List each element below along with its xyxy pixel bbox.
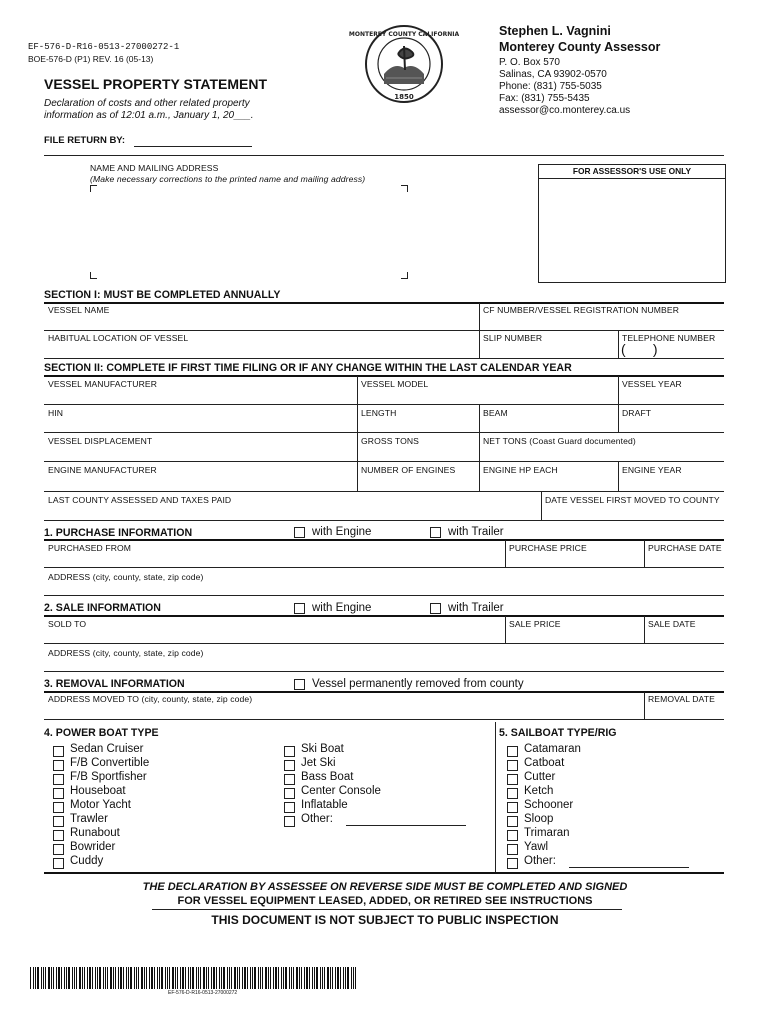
sailboat-other-line[interactable] bbox=[569, 867, 689, 868]
slip-number-label: SLIP NUMBER bbox=[483, 333, 543, 343]
page-title: VESSEL PROPERTY STATEMENT bbox=[44, 76, 268, 92]
date-moved-field[interactable] bbox=[544, 506, 722, 519]
assessor-city: Salinas, CA 93902-0570 bbox=[499, 69, 607, 80]
sale-title: 2. SALE INFORMATION bbox=[44, 602, 161, 614]
power-boat-col1-label-4: Motor Yacht bbox=[70, 799, 131, 811]
draft-field[interactable] bbox=[621, 418, 722, 431]
sailboat-label-4: Schooner bbox=[524, 799, 574, 811]
boat-type-divider bbox=[495, 722, 496, 872]
moved-to-address-label: ADDRESS MOVED TO (city, county, state, zip code) bbox=[48, 694, 253, 704]
sailboat-label-1: Catboat bbox=[524, 757, 565, 769]
sailboat-title: 5. SAILBOAT TYPE/RIG bbox=[499, 727, 617, 739]
power-boat-title: 4. POWER BOAT TYPE bbox=[44, 727, 159, 739]
slip-number-field[interactable] bbox=[482, 344, 616, 357]
power-boat-col2-other-line[interactable] bbox=[346, 825, 466, 826]
sale-address-label: ADDRESS (city, county, state, zip code) bbox=[48, 648, 204, 658]
number-engines-field[interactable] bbox=[360, 476, 477, 490]
cf-number-field[interactable] bbox=[482, 316, 722, 329]
habitual-location-field[interactable] bbox=[46, 344, 476, 357]
power-boat-col2-label-4: Inflatable bbox=[301, 799, 348, 811]
displacement-label: VESSEL DISPLACEMENT bbox=[48, 436, 153, 446]
power-boat-col1-checkbox-1[interactable] bbox=[53, 760, 64, 771]
power-boat-col2-checkbox-0[interactable] bbox=[284, 746, 295, 757]
power-boat-col2-checkbox-4[interactable] bbox=[284, 802, 295, 813]
engine-manufacturer-label: ENGINE MANUFACTURER bbox=[48, 465, 157, 475]
purchase-price-label: PURCHASE PRICE bbox=[509, 543, 587, 553]
length-label: LENGTH bbox=[361, 408, 397, 418]
assessor-use-label: FOR ASSESSOR'S USE ONLY bbox=[539, 165, 725, 179]
hin-field[interactable] bbox=[46, 418, 354, 431]
purchase-date-field[interactable] bbox=[647, 554, 722, 566]
gross-tons-label: GROSS TONS bbox=[361, 436, 419, 446]
form-code: EF-576-D-R16-0513-27000272-1 bbox=[28, 42, 180, 52]
purchase-price-field[interactable] bbox=[508, 554, 642, 566]
subtitle-line2: information as of 12:01 a.m., January 1, 20___. bbox=[44, 110, 254, 121]
corner-mark-tr bbox=[401, 185, 408, 192]
power-boat-col1-label-2: F/B Sportfisher bbox=[70, 771, 147, 783]
beam-field[interactable] bbox=[482, 418, 616, 431]
header-divider bbox=[44, 155, 724, 156]
assessor-use-box bbox=[538, 164, 726, 283]
sailboat-label-8: Other: bbox=[524, 855, 556, 867]
power-boat-col1-label-0: Sedan Cruiser bbox=[70, 743, 144, 755]
vessel-model-label: VESSEL MODEL bbox=[361, 379, 429, 389]
sailboat-label-0: Catamaran bbox=[524, 743, 581, 755]
vessel-year-label: VESSEL YEAR bbox=[622, 379, 682, 389]
sailboat-label-3: Ketch bbox=[524, 785, 554, 797]
seal-year: 1850 bbox=[394, 93, 414, 101]
power-boat-col2-label-5: Other: bbox=[301, 813, 333, 825]
sailboat-checkbox-4[interactable] bbox=[507, 802, 518, 813]
sale-price-field[interactable] bbox=[508, 630, 642, 642]
purchase-address-field[interactable] bbox=[46, 582, 722, 594]
moved-to-address-field[interactable] bbox=[46, 705, 642, 718]
declaration-notice: THE DECLARATION BY ASSESSEE ON REVERSE SIDE MUST BE COMPLETED AND SIGNED bbox=[142, 881, 628, 893]
subtitle-line1: Declaration of costs and other related property bbox=[44, 98, 250, 109]
power-boat-col1-checkbox-7[interactable] bbox=[53, 844, 64, 855]
form-revision: BOE-576-D (P1) REV. 16 (05-13) bbox=[28, 54, 154, 64]
corner-mark-bl bbox=[90, 272, 97, 279]
sailboat-label-6: Trimaran bbox=[524, 827, 570, 839]
power-boat-col1-checkbox-8[interactable] bbox=[53, 858, 64, 869]
removed-from-county-label: Vessel permanently removed from county bbox=[312, 678, 524, 690]
sale-with-engine-label: with Engine bbox=[312, 602, 372, 614]
last-county-label: LAST COUNTY ASSESSED AND TAXES PAID bbox=[48, 495, 232, 505]
purchase-address-label: ADDRESS (city, county, state, zip code) bbox=[48, 572, 204, 582]
power-boat-col1-label-7: Bowrider bbox=[70, 841, 116, 853]
purchase-with-engine-label: with Engine bbox=[312, 526, 372, 538]
power-boat-col2-label-3: Center Console bbox=[301, 785, 381, 797]
instructions-notice: FOR VESSEL EQUIPMENT LEASED, ADDED, OR RETIRED SEE INSTRUCTIONS bbox=[177, 895, 593, 907]
vessel-year-field[interactable] bbox=[621, 390, 722, 403]
sailboat-label-2: Cutter bbox=[524, 771, 556, 783]
sailboat-label-7: Yawl bbox=[524, 841, 549, 853]
telephone-label: TELEPHONE NUMBER bbox=[622, 333, 716, 343]
power-boat-col1-label-6: Runabout bbox=[70, 827, 120, 839]
mailing-address-area[interactable] bbox=[90, 192, 408, 272]
section2-rule bbox=[44, 375, 724, 377]
sailboat-checkbox-6[interactable] bbox=[507, 830, 518, 841]
power-boat-col1-label-5: Trawler bbox=[70, 813, 108, 825]
sale-address-field[interactable] bbox=[46, 658, 722, 670]
removed-from-county-checkbox[interactable] bbox=[294, 679, 305, 690]
power-boat-col1-label-8: Cuddy bbox=[70, 855, 104, 867]
sailboat-label-5: Sloop bbox=[524, 813, 554, 825]
file-return-by-label: FILE RETURN BY: bbox=[44, 135, 126, 146]
vessel-manufacturer-field[interactable] bbox=[46, 390, 354, 403]
assessor-pobox: P. O. Box 570 bbox=[499, 57, 560, 68]
hin-label: HIN bbox=[48, 408, 64, 418]
seal-text-top: MONTEREY COUNTY CALIFORNIA bbox=[348, 31, 460, 38]
assessor-email: assessor@co.monterey.ca.us bbox=[499, 105, 631, 116]
date-moved-label: DATE VESSEL FIRST MOVED TO COUNTY bbox=[545, 495, 720, 505]
assessor-office: Monterey County Assessor bbox=[499, 40, 661, 54]
section2-title: SECTION II: COMPLETE IF FIRST TIME FILING OR IF ANY CHANGE WITHIN THE LAST CALENDAR YEAR bbox=[44, 362, 572, 374]
engine-hp-label: ENGINE HP EACH bbox=[483, 465, 558, 475]
power-boat-col1-checkbox-2[interactable] bbox=[53, 774, 64, 785]
length-field[interactable] bbox=[360, 418, 477, 431]
sold-to-label: SOLD TO bbox=[48, 619, 87, 629]
net-tons-label: NET TONS (Coast Guard documented) bbox=[483, 436, 636, 446]
engine-hp-field[interactable] bbox=[482, 476, 616, 490]
sailboat-checkbox-3[interactable] bbox=[507, 788, 518, 799]
sailboat-checkbox-5[interactable] bbox=[507, 816, 518, 827]
purchase-with-engine-checkbox[interactable] bbox=[294, 527, 305, 538]
purchased-from-label: PURCHASED FROM bbox=[48, 543, 132, 553]
net-tons-field[interactable] bbox=[482, 446, 722, 460]
cf-number-label: CF NUMBER/VESSEL REGISTRATION NUMBER bbox=[483, 305, 680, 315]
purchase-title: 1. PURCHASE INFORMATION bbox=[44, 527, 193, 539]
county-seal bbox=[348, 24, 460, 104]
sailboat-checkbox-8[interactable] bbox=[507, 858, 518, 869]
removal-date-label: REMOVAL DATE bbox=[648, 694, 715, 704]
section1-rule bbox=[44, 302, 724, 304]
power-boat-col2-checkbox-2[interactable] bbox=[284, 774, 295, 785]
vessel-model-field[interactable] bbox=[360, 390, 616, 403]
sale-with-trailer-label: with Trailer bbox=[448, 602, 504, 614]
removal-title: 3. REMOVAL INFORMATION bbox=[44, 678, 185, 690]
gross-tons-field[interactable] bbox=[360, 446, 477, 460]
purchase-with-trailer-checkbox[interactable] bbox=[430, 527, 441, 538]
sale-with-engine-checkbox[interactable] bbox=[294, 603, 305, 614]
vessel-name-label: VESSEL NAME bbox=[48, 305, 110, 315]
last-county-field[interactable] bbox=[46, 506, 538, 519]
mailing-address-note: (Make necessary corrections to the printed name and mailing address) bbox=[90, 174, 366, 184]
power-boat-col1-checkbox-5[interactable] bbox=[53, 816, 64, 827]
sale-date-label: SALE DATE bbox=[648, 619, 696, 629]
removal-date-field[interactable] bbox=[647, 705, 722, 718]
barcode bbox=[30, 967, 358, 989]
barcode-text: EF-576-D-R16-0513-27000272 bbox=[168, 990, 238, 996]
assessor-phone: Phone: (831) 755-5035 bbox=[499, 81, 602, 92]
corner-mark-tl bbox=[90, 185, 97, 192]
section1-title: SECTION I: MUST BE COMPLETED ANNUALLY bbox=[44, 289, 281, 301]
power-boat-col1-checkbox-4[interactable] bbox=[53, 802, 64, 813]
assessor-fax: Fax: (831) 755-5435 bbox=[499, 93, 590, 104]
power-boat-col1-label-3: Houseboat bbox=[70, 785, 126, 797]
displacement-field[interactable] bbox=[46, 446, 354, 460]
power-boat-col1-label-1: F/B Convertible bbox=[70, 757, 150, 769]
purchase-date-label: PURCHASE DATE bbox=[648, 543, 722, 553]
sailboat-checkbox-0[interactable] bbox=[507, 746, 518, 757]
power-boat-col2-label-2: Bass Boat bbox=[301, 771, 354, 783]
power-boat-col1-checkbox-6[interactable] bbox=[53, 830, 64, 841]
purchased-from-field[interactable] bbox=[46, 554, 502, 566]
sailboat-checkbox-2[interactable] bbox=[507, 774, 518, 785]
power-boat-col1-checkbox-3[interactable] bbox=[53, 788, 64, 799]
vessel-manufacturer-label: VESSEL MANUFACTURER bbox=[48, 379, 158, 389]
sale-with-trailer-checkbox[interactable] bbox=[430, 603, 441, 614]
power-boat-col2-label-1: Jet Ski bbox=[301, 757, 336, 769]
vessel-name-field[interactable] bbox=[46, 316, 476, 329]
mailing-address-label: NAME AND MAILING ADDRESS bbox=[90, 163, 219, 173]
purchase-with-trailer-label: with Trailer bbox=[448, 526, 504, 538]
assessor-name: Stephen L. Vagnini bbox=[499, 24, 611, 38]
power-boat-col2-checkbox-5[interactable] bbox=[284, 816, 295, 827]
sale-date-field[interactable] bbox=[647, 630, 722, 642]
county-seal-icon bbox=[348, 24, 460, 104]
engine-year-label: ENGINE YEAR bbox=[622, 465, 682, 475]
sale-price-label: SALE PRICE bbox=[509, 619, 561, 629]
number-engines-label: NUMBER OF ENGINES bbox=[361, 465, 456, 475]
sailboat-checkbox-7[interactable] bbox=[507, 844, 518, 855]
draft-label: DRAFT bbox=[622, 408, 652, 418]
barcode-icon bbox=[30, 967, 358, 989]
sailboat-checkbox-1[interactable] bbox=[507, 760, 518, 771]
engine-year-field[interactable] bbox=[621, 476, 722, 490]
power-boat-col2-checkbox-3[interactable] bbox=[284, 788, 295, 799]
power-boat-col2-checkbox-1[interactable] bbox=[284, 760, 295, 771]
telephone-field[interactable]: ( ) bbox=[621, 341, 658, 357]
sold-to-field[interactable] bbox=[46, 630, 502, 642]
power-boat-col1-checkbox-0[interactable] bbox=[53, 746, 64, 757]
not-public-notice: THIS DOCUMENT IS NOT SUBJECT TO PUBLIC INSPECTION bbox=[211, 913, 559, 927]
habitual-location-label: HABITUAL LOCATION OF VESSEL bbox=[48, 333, 189, 343]
power-boat-col2-label-0: Ski Boat bbox=[301, 743, 344, 755]
beam-label: BEAM bbox=[483, 408, 508, 418]
corner-mark-br bbox=[401, 272, 408, 279]
file-return-by-line[interactable] bbox=[134, 146, 252, 147]
engine-manufacturer-field[interactable] bbox=[46, 476, 354, 490]
